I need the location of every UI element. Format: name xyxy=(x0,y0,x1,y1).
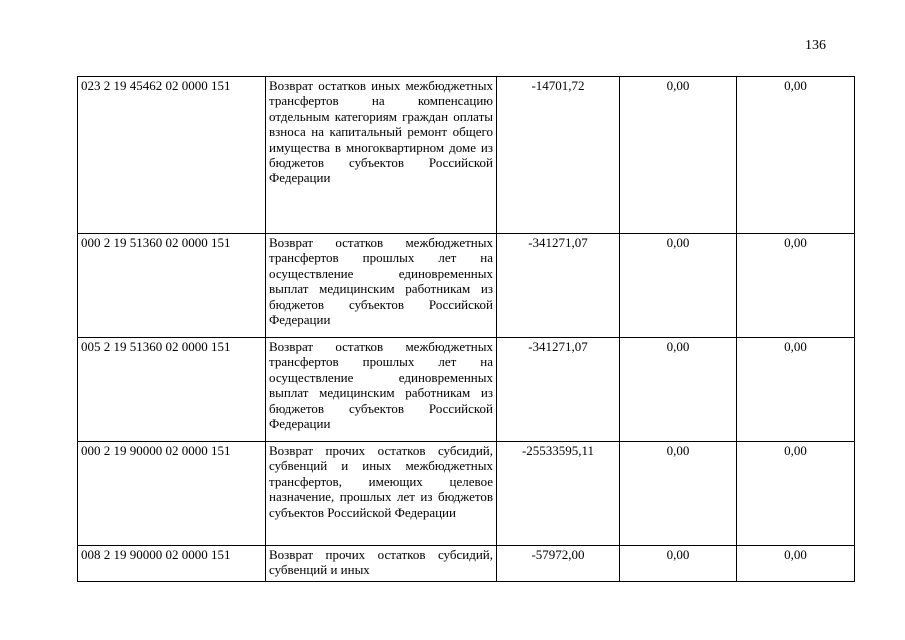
amount-cell: -341271,07 xyxy=(497,338,620,442)
table-row xyxy=(78,338,855,442)
amount-cell: 0,00 xyxy=(737,338,855,442)
table-row xyxy=(78,442,855,546)
amount-cell: -341271,07 xyxy=(497,234,620,338)
table-row xyxy=(78,77,855,234)
description-cell: Возврат остатков иных межбюджетных трансфертов на компенсацию отдельным категориям граждан оплаты взноса на капитальный ремонт общего имущества в многоквартирном доме из бюджетов субъектов Российской Федерации xyxy=(266,77,497,234)
description-cell: Возврат остатков межбюджетных трансфертов прошлых лет на осуществление единовременных выплат медицинским работникам из бюджетов субъектов Российской Федерации xyxy=(266,234,497,338)
amount-cell: 0,00 xyxy=(620,338,737,442)
amount-cell: -57972,00 xyxy=(497,546,620,582)
description-cell: Возврат прочих остатков субсидий, субвенций и иных межбюджетных трансфертов, имеющих целевое назначение, прошлых лет из бюджетов субъектов Российской Федерации xyxy=(266,442,497,546)
description-cell: Возврат прочих остатков субсидий, субвенций и иных xyxy=(266,546,497,582)
amount-cell: 0,00 xyxy=(737,234,855,338)
amount-cell: 0,00 xyxy=(737,442,855,546)
amount-cell: 0,00 xyxy=(620,77,737,234)
budget-code-cell: 008 2 19 90000 02 0000 151 xyxy=(78,546,266,582)
amount-cell: 0,00 xyxy=(737,546,855,582)
amount-cell: 0,00 xyxy=(620,546,737,582)
amount-cell: 0,00 xyxy=(620,442,737,546)
page-number: 136 xyxy=(805,38,826,53)
budget-code-cell: 000 2 19 51360 02 0000 151 xyxy=(78,234,266,338)
description-cell: Возврат остатков межбюджетных трансфертов прошлых лет на осуществление единовременных выплат медицинским работникам из бюджетов субъектов Российской Федерации xyxy=(266,338,497,442)
budget-code-cell: 023 2 19 45462 02 0000 151 xyxy=(78,77,266,234)
amount-cell: 0,00 xyxy=(620,234,737,338)
table-row xyxy=(78,234,855,338)
budget-code-cell: 005 2 19 51360 02 0000 151 xyxy=(78,338,266,442)
amount-cell: -25533595,11 xyxy=(497,442,620,546)
table-row xyxy=(78,546,855,582)
amount-cell: -14701,72 xyxy=(497,77,620,234)
budget-code-cell: 000 2 19 90000 02 0000 151 xyxy=(78,442,266,546)
amount-cell: 0,00 xyxy=(737,77,855,234)
budget-table xyxy=(77,76,855,582)
